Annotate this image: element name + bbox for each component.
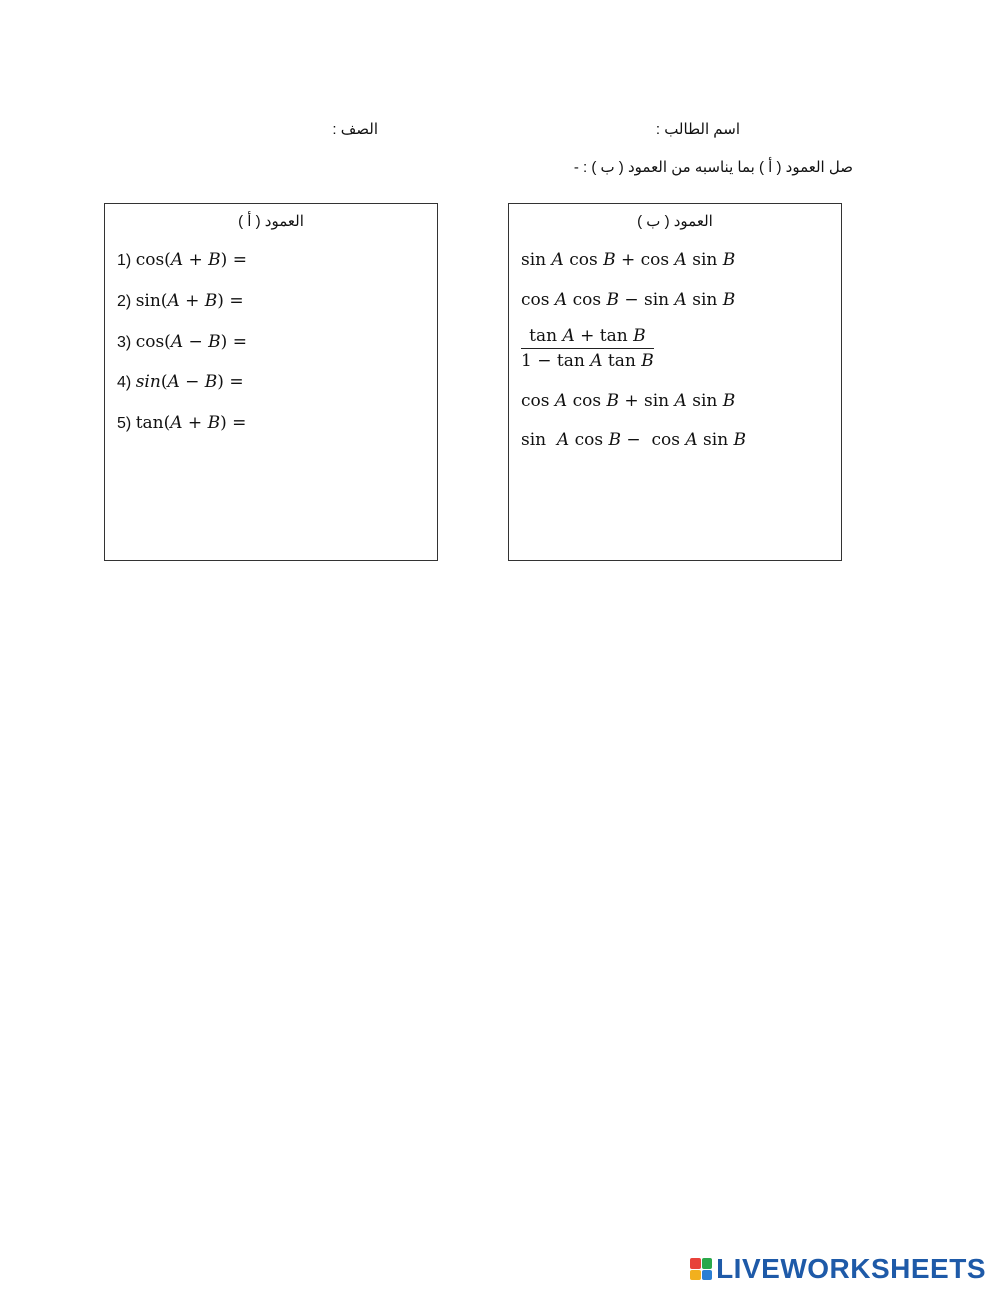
column-b-title: العمود ( ب ) bbox=[637, 213, 713, 230]
item-expression: sin(A + B) = bbox=[135, 291, 244, 311]
column-b-item-5: sin A cos B − cos A sin B bbox=[521, 430, 747, 450]
item-expression: sin(A − B) = bbox=[135, 372, 244, 392]
item-number: 5) bbox=[117, 415, 132, 432]
logo-text: LIVEWORKSHEETS bbox=[716, 1253, 986, 1284]
column-b-item-1: sin A cos B + cos A sin B bbox=[521, 250, 736, 270]
item-number: 3) bbox=[117, 334, 132, 351]
column-a-item-4 bbox=[117, 372, 244, 392]
item-number: 4) bbox=[117, 374, 132, 391]
column-a-box bbox=[104, 203, 438, 561]
column-a-title: العمود ( أ ) bbox=[238, 213, 304, 230]
column-b-item-2: cos A cos B − sin A sin B bbox=[521, 290, 736, 310]
column-b-box bbox=[508, 203, 842, 561]
class-label: الصف : bbox=[332, 121, 378, 138]
logo-mark-icon bbox=[690, 1258, 712, 1280]
column-a-item-2 bbox=[117, 291, 244, 311]
item-number: 2) bbox=[117, 293, 132, 310]
column-b-item-4: cos A cos B + sin A sin B bbox=[521, 391, 736, 411]
item-expression: tan(A + B) = bbox=[135, 413, 247, 433]
fraction bbox=[521, 326, 654, 371]
column-a-item-1 bbox=[117, 250, 247, 270]
item-expression: cos(A + B) = bbox=[135, 250, 247, 270]
item-number: 1) bbox=[117, 252, 132, 269]
instruction-text: صل العمود ( أ ) بما يناسبه من العمود ( ب ) : - bbox=[573, 159, 853, 176]
column-b-item-3 bbox=[521, 326, 654, 371]
fraction-numerator: tan A + tan B bbox=[521, 326, 654, 349]
column-a-item-3 bbox=[117, 332, 247, 352]
item-expression: cos(A − B) = bbox=[135, 332, 247, 352]
liveworksheets-logo bbox=[690, 1252, 986, 1286]
fraction-denominator: 1 − tan A tan B bbox=[521, 351, 654, 371]
student-name-label: اسم الطالب : bbox=[655, 121, 740, 138]
column-a-item-5 bbox=[117, 413, 246, 433]
